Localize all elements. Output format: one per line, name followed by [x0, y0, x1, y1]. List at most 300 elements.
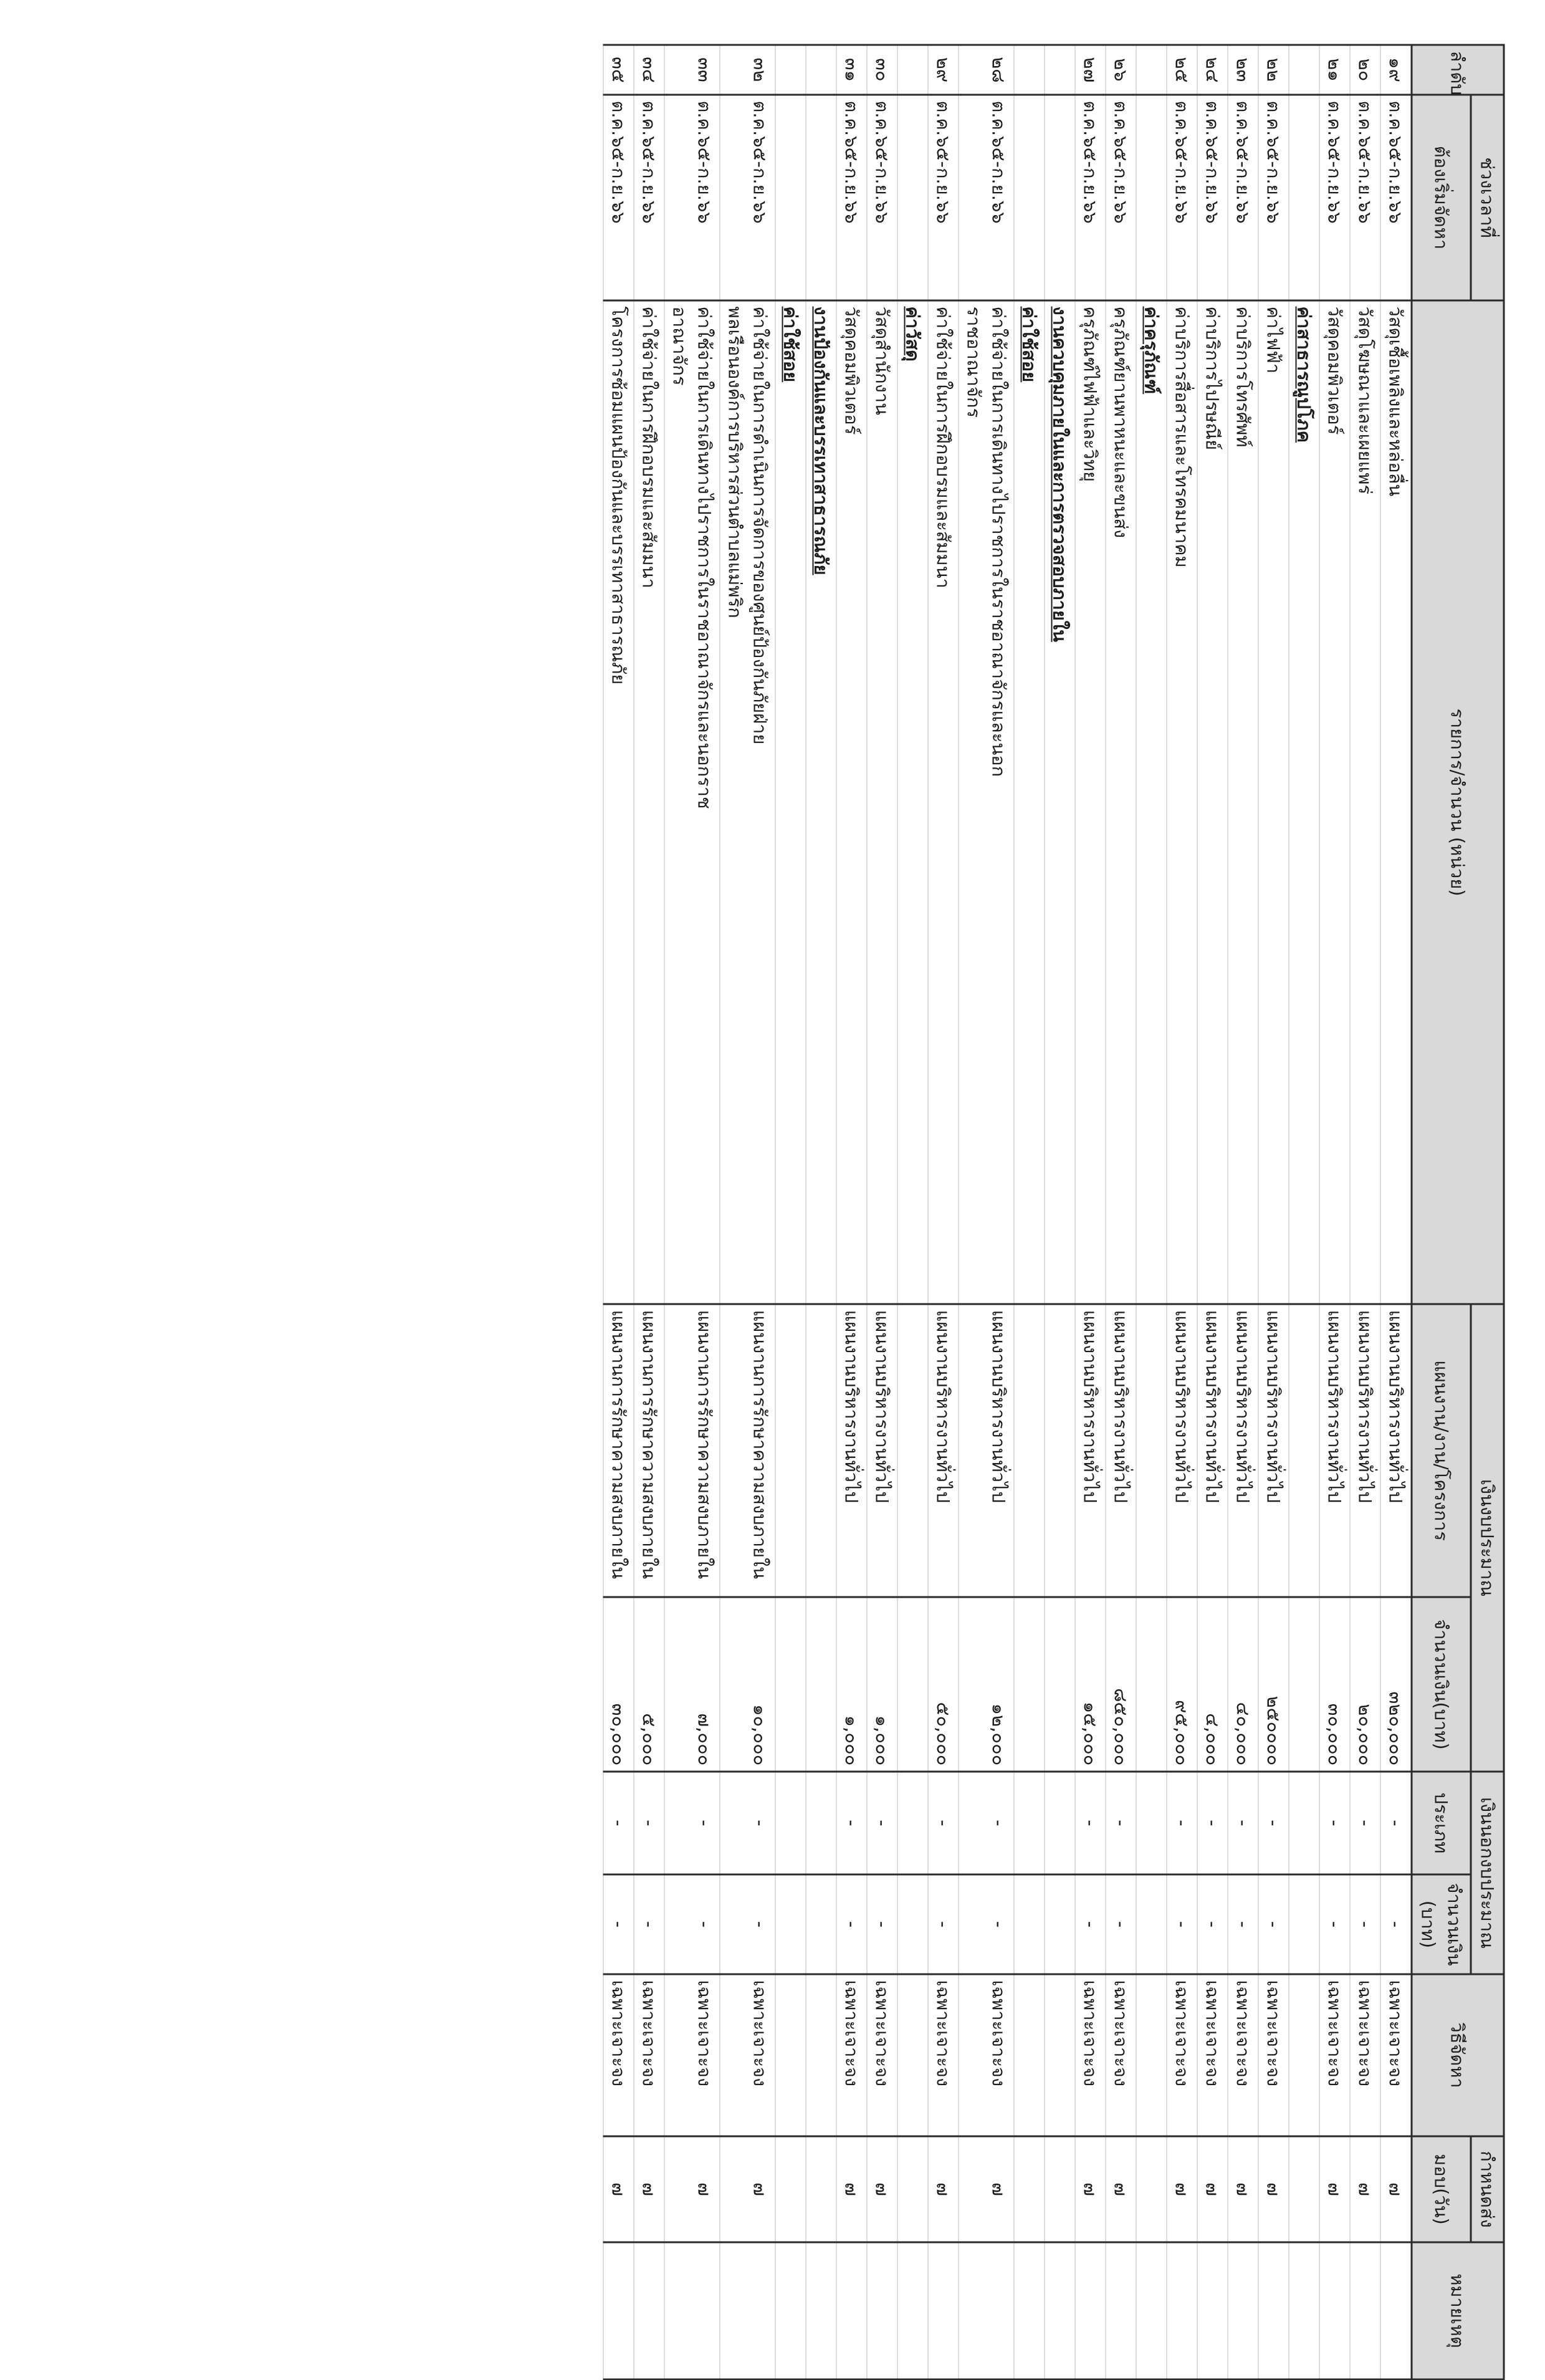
empty-cell: [1045, 1974, 1075, 2136]
row-item: [1228, 300, 1258, 1304]
table-row: [959, 45, 1014, 2379]
row-budget-amount: ๓๐,๐๐๐: [603, 1597, 634, 1772]
row-number: ๒๒: [1258, 45, 1289, 95]
empty-cell: [1045, 1597, 1075, 1772]
row-budget-amount: ๑๕,๐๐๐: [1075, 1597, 1106, 1772]
row-method: เฉพาะเจาะจง: [1075, 1974, 1106, 2136]
row-item: [928, 300, 959, 1304]
row-offbudget-type: -: [867, 1772, 897, 1874]
header-deadline-group: กำหนดส่ง: [1471, 2136, 1504, 2242]
row-item-text: วัสดุเชื้อเพลิงและหล่อลื่น: [1385, 306, 1406, 496]
row-start-period: ต.ค.๖๕-ก.ย.๖๖: [634, 95, 664, 300]
row-number: ๒๔: [1197, 45, 1228, 95]
row-item: [1319, 300, 1350, 1304]
header-note: หมายเหตุ: [1412, 2242, 1504, 2379]
empty-cell: [1136, 1874, 1167, 1974]
row-deadline-days: ๗: [1167, 2136, 1197, 2242]
row-offbudget-amount: -: [1350, 1874, 1380, 1974]
row-item: [664, 300, 720, 1304]
row-start-period: ต.ค.๖๕-ก.ย.๖๖: [1228, 95, 1258, 300]
row-deadline-days: ๗: [1106, 2136, 1136, 2242]
row-number: ๑๙: [1380, 45, 1412, 95]
table-row: [1380, 45, 1412, 2379]
row-note: [634, 2242, 664, 2379]
row-item-text-continued: พลเรือนองค์การบริหารส่วนตำบลแม่พริก: [724, 306, 745, 618]
row-deadline-days: ๗: [959, 2136, 1014, 2242]
row-budget-plan: แผนงานการรักษาความสงบภายใน: [720, 1304, 775, 1597]
table-row: [1106, 45, 1136, 2379]
empty-cell: [775, 1874, 806, 1974]
row-start-period: ต.ค.๖๕-ก.ย.๖๖: [720, 95, 775, 300]
row-start-period: [1045, 95, 1075, 300]
row-offbudget-type: -: [720, 1772, 775, 1874]
row-offbudget-type: -: [1350, 1772, 1380, 1874]
row-item-text-continued: ราชอาณาจักร: [963, 306, 984, 418]
empty-cell: [775, 1772, 806, 1874]
header-deadline-days: มอบ(วัน): [1412, 2136, 1471, 2242]
row-method: เฉพาะเจาะจง: [1106, 1974, 1136, 2136]
row-item-text: ค่าใช้จ่ายในการดำเนินการจัดการของศูนย์ป้องกันภัยฝ่าย: [749, 306, 770, 744]
row-offbudget-amount: -: [1258, 1874, 1289, 1974]
row-method: เฉพาะเจาะจง: [1228, 1974, 1258, 2136]
empty-cell: [806, 1874, 836, 1974]
row-start-period: [1289, 95, 1319, 300]
empty-cell: [1014, 1597, 1045, 1772]
row-offbudget-type: -: [664, 1772, 720, 1874]
empty-cell: [1136, 1304, 1167, 1597]
row-note: [1075, 2242, 1106, 2379]
row-budget-plan: แผนงานบริหารงานทั่วไป: [836, 1304, 867, 1597]
row-offbudget-type: -: [1319, 1772, 1350, 1874]
row-start-period: ต.ค.๖๕-ก.ย.๖๖: [959, 95, 1014, 300]
row-method: เฉพาะเจาะจง: [1319, 1974, 1350, 2136]
row-item: [634, 300, 664, 1304]
row-offbudget-type: -: [1075, 1772, 1106, 1874]
empty-cell: [1289, 1304, 1319, 1597]
row-offbudget-amount: -: [1106, 1874, 1136, 1974]
row-start-period: [1136, 95, 1167, 300]
row-offbudget-type: -: [928, 1772, 959, 1874]
row-budget-plan: แผนงานการรักษาความสงบภายใน: [603, 1304, 634, 1597]
row-budget-plan: แผนงานบริหารงานทั่วไป: [959, 1304, 1014, 1597]
subsection-heading: ค่าสาธารณูปโภค: [1289, 300, 1319, 1304]
row-note: [867, 2242, 897, 2379]
row-offbudget-amount: -: [928, 1874, 959, 1974]
row-budget-amount: ๒๐,๐๐๐: [1350, 1597, 1380, 1772]
row-deadline-days: ๗: [603, 2136, 634, 2242]
row-budget-amount: ๑๐,๐๐๐: [720, 1597, 775, 1772]
row-offbudget-type: -: [1228, 1772, 1258, 1874]
table-header: [1412, 45, 1504, 2379]
subsection-heading-row: [1136, 45, 1167, 2379]
row-budget-amount: ๘๕๐,๐๐๐: [1106, 1597, 1136, 1772]
table-row: [1167, 45, 1197, 2379]
row-note: [1258, 2242, 1289, 2379]
row-budget-plan: แผนงานบริหารงานทั่วไป: [1319, 1304, 1350, 1597]
row-number: ๓๓: [664, 45, 720, 95]
row-item: [1197, 300, 1228, 1304]
row-offbudget-amount: -: [603, 1874, 634, 1974]
row-budget-amount: ๒๕๐๐๐๐: [1258, 1597, 1289, 1772]
empty-cell: [775, 2136, 806, 2242]
row-deadline-days: ๗: [867, 2136, 897, 2242]
row-start-period: ต.ค.๖๕-ก.ย.๖๖: [1075, 95, 1106, 300]
row-budget-amount: ๓๒๐,๐๐๐: [1380, 1597, 1412, 1772]
row-number: [1045, 45, 1075, 95]
row-number: [775, 45, 806, 95]
row-method: เฉพาะเจาะจง: [1258, 1974, 1289, 2136]
row-start-period: [897, 95, 928, 300]
row-number: [1289, 45, 1319, 95]
row-item-text: ค่าไฟฟ้า: [1263, 306, 1284, 373]
row-number: ๒๐: [1350, 45, 1380, 95]
header-method: วิธีจัดหา: [1412, 1974, 1504, 2136]
empty-cell: [806, 1597, 836, 1772]
section-heading: งานควบคุมภายในและการตรวจสอบภายใน: [1045, 300, 1075, 1304]
header-budget-plan: แผนงาน/งาน/โครงการ: [1412, 1304, 1471, 1597]
row-note: [720, 2242, 775, 2379]
table-row: [1197, 45, 1228, 2379]
empty-cell: [806, 1304, 836, 1597]
row-offbudget-amount: -: [1380, 1874, 1412, 1974]
row-offbudget-type: -: [634, 1772, 664, 1874]
procurement-plan-table: [603, 44, 1504, 2380]
row-note: [836, 2242, 867, 2379]
empty-cell: [775, 1304, 806, 1597]
row-deadline-days: ๗: [1350, 2136, 1380, 2242]
row-method: เฉพาะเจาะจง: [720, 1974, 775, 2136]
row-item-text: ครุภัณฑ์ยานพาหนะและขนส่ง: [1110, 306, 1131, 538]
row-number: [1136, 45, 1167, 95]
row-budget-plan: แผนงานบริหารงานทั่วไป: [1350, 1304, 1380, 1597]
row-start-period: ต.ค.๖๕-ก.ย.๖๖: [836, 95, 867, 300]
row-method: เฉพาะเจาะจง: [836, 1974, 867, 2136]
row-note: [1106, 2242, 1136, 2379]
row-item: [1380, 300, 1412, 1304]
row-offbudget-amount: -: [720, 1874, 775, 1974]
empty-cell: [1136, 2242, 1167, 2379]
row-offbudget-type: -: [1380, 1772, 1412, 1874]
row-method: เฉพาะเจาะจง: [1380, 1974, 1412, 2136]
table-row: [1075, 45, 1106, 2379]
row-note: [1197, 2242, 1228, 2379]
row-deadline-days: ๗: [836, 2136, 867, 2242]
empty-cell: [897, 2136, 928, 2242]
row-note: [603, 2242, 634, 2379]
row-offbudget-amount: -: [1075, 1874, 1106, 1974]
table-row: [1258, 45, 1289, 2379]
empty-cell: [1014, 1974, 1045, 2136]
row-budget-plan: แผนงานบริหารงานทั่วไป: [867, 1304, 897, 1597]
row-item-text: ค่าใช้จ่ายในการฝึกอบรมและสัมมนา: [932, 306, 954, 588]
row-offbudget-amount: -: [634, 1874, 664, 1974]
row-note: [1228, 2242, 1258, 2379]
row-number: ๒๙: [928, 45, 959, 95]
empty-cell: [775, 1974, 806, 2136]
row-offbudget-type: -: [603, 1772, 634, 1874]
empty-cell: [897, 1874, 928, 1974]
row-deadline-days: ๗: [1197, 2136, 1228, 2242]
empty-cell: [775, 2242, 806, 2379]
row-budget-plan: แผนงานบริหารงานทั่วไป: [1106, 1304, 1136, 1597]
empty-cell: [775, 1597, 806, 1772]
row-deadline-days: ๗: [928, 2136, 959, 2242]
subsection-heading-row: [1289, 45, 1319, 2379]
row-deadline-days: ๗: [1075, 2136, 1106, 2242]
row-number: ๓๑: [836, 45, 867, 95]
row-offbudget-type: -: [959, 1772, 1014, 1874]
row-deadline-days: ๗: [664, 2136, 720, 2242]
row-deadline-days: ๗: [1319, 2136, 1350, 2242]
row-item: [1350, 300, 1380, 1304]
row-item: [1167, 300, 1197, 1304]
row-method: เฉพาะเจาะจง: [1167, 1974, 1197, 2136]
header-period-group: ช่วงเวลาที่: [1471, 95, 1504, 300]
row-offbudget-amount: -: [1319, 1874, 1350, 1974]
row-number: ๓๐: [867, 45, 897, 95]
row-number: ๒๓: [1228, 45, 1258, 95]
row-budget-plan: แผนงานบริหารงานทั่วไป: [1075, 1304, 1106, 1597]
row-offbudget-amount: -: [867, 1874, 897, 1974]
row-budget-amount: ๔๐,๐๐๐: [1228, 1597, 1258, 1772]
row-item: [1106, 300, 1136, 1304]
section-heading-row: [806, 45, 836, 2379]
row-start-period: ต.ค.๖๕-ก.ย.๖๖: [1167, 95, 1197, 300]
header-period-start: ต้องเริ่มจัดหา: [1412, 95, 1471, 300]
row-item-text: ค่าบริการสื่อสารและโทรคมนาคม: [1171, 306, 1192, 568]
table-row: [1350, 45, 1380, 2379]
row-budget-amount: ๓๐,๐๐๐: [1319, 1597, 1350, 1772]
row-method: เฉพาะเจาะจง: [1197, 1974, 1228, 2136]
header-no: ลำดับ: [1412, 45, 1504, 95]
row-item: [959, 300, 1014, 1304]
empty-cell: [1289, 1974, 1319, 2136]
row-start-period: ต.ค.๖๕-ก.ย.๖๖: [1197, 95, 1228, 300]
table-row: [1319, 45, 1350, 2379]
table-row: [1228, 45, 1258, 2379]
empty-cell: [1289, 2136, 1319, 2242]
row-method: เฉพาะเจาะจง: [867, 1974, 897, 2136]
empty-cell: [897, 2242, 928, 2379]
empty-cell: [1045, 1874, 1075, 1974]
table-row: [720, 45, 775, 2379]
row-budget-amount: ๑๒,๐๐๐: [959, 1597, 1014, 1772]
header-item: รายการ/จำนวน (หน่วย): [1412, 300, 1504, 1304]
section-heading-row: [1045, 45, 1075, 2379]
row-offbudget-type: -: [1197, 1772, 1228, 1874]
row-number: [1014, 45, 1045, 95]
empty-cell: [1045, 2136, 1075, 2242]
row-method: เฉพาะเจาะจง: [664, 1974, 720, 2136]
row-item-text: ครุภัณฑ์ไฟฟ้าและวิทยุ: [1079, 306, 1101, 482]
subsection-heading-row: [775, 45, 806, 2379]
row-item-text: ค่าบริการโทรศัพท์: [1232, 306, 1253, 447]
subsection-heading-row: [1014, 45, 1045, 2379]
row-start-period: ต.ค.๖๕-ก.ย.๖๖: [664, 95, 720, 300]
row-budget-amount: ๑,๐๐๐: [836, 1597, 867, 1772]
row-offbudget-amount: -: [836, 1874, 867, 1974]
row-method: เฉพาะเจาะจง: [603, 1974, 634, 2136]
empty-cell: [1045, 2242, 1075, 2379]
table-row: [634, 45, 664, 2379]
empty-cell: [1289, 1772, 1319, 1874]
row-item-text: โครงการซ้อมแผนป้องกันและบรรเทาสาธารณภัย: [608, 306, 629, 684]
row-method: เฉพาะเจาะจง: [928, 1974, 959, 2136]
row-budget-plan: แผนงานการรักษาความสงบภายใน: [634, 1304, 664, 1597]
row-note: [959, 2242, 1014, 2379]
empty-cell: [806, 2136, 836, 2242]
header-offbudget-type: ประเภท: [1412, 1772, 1471, 1874]
row-number: ๓๕: [603, 45, 634, 95]
row-item-text: วัสดุคอมพิวเตอร์: [1324, 306, 1345, 434]
row-budget-amount: ๑,๐๐๐: [867, 1597, 897, 1772]
empty-cell: [897, 1304, 928, 1597]
row-start-period: ต.ค.๖๕-ก.ย.๖๖: [1258, 95, 1289, 300]
empty-cell: [897, 1772, 928, 1874]
row-item: [603, 300, 634, 1304]
row-offbudget-type: -: [1106, 1772, 1136, 1874]
row-start-period: ต.ค.๖๕-ก.ย.๖๖: [1350, 95, 1380, 300]
row-number: [897, 45, 928, 95]
row-offbudget-type: -: [836, 1772, 867, 1874]
row-budget-plan: แผนงานบริหารงานทั่วไป: [1258, 1304, 1289, 1597]
empty-cell: [897, 1597, 928, 1772]
row-item: [720, 300, 775, 1304]
row-offbudget-type: -: [1167, 1772, 1197, 1874]
row-budget-plan: แผนงานบริหารงานทั่วไป: [1228, 1304, 1258, 1597]
empty-cell: [1014, 1772, 1045, 1874]
row-number: [806, 45, 836, 95]
row-number: ๒๕: [1167, 45, 1197, 95]
row-item-text-continued: อาณาจักร: [669, 306, 690, 386]
row-budget-amount: ๗,๐๐๐: [664, 1597, 720, 1772]
row-start-period: ต.ค.๖๕-ก.ย.๖๖: [1380, 95, 1412, 300]
row-item-text: ค่าใช้จ่ายในการเดินทางไปราชการในราชอาณาจักรและนอกราช: [694, 306, 715, 809]
row-start-period: ต.ค.๖๕-ก.ย.๖๖: [867, 95, 897, 300]
header-offbudget-group: เงินนอกงบประมาณ: [1471, 1772, 1504, 1974]
header-budget-group: เงินงบประมาณ: [1471, 1304, 1504, 1772]
table-row: [867, 45, 897, 2379]
row-number: ๓๔: [634, 45, 664, 95]
subsection-heading: ค่าครุภัณฑ์: [1136, 300, 1167, 1304]
empty-cell: [806, 1974, 836, 2136]
row-method: เฉพาะเจาะจง: [1350, 1974, 1380, 2136]
empty-cell: [806, 1772, 836, 1874]
row-budget-amount: ๔,๐๐๐: [1197, 1597, 1228, 1772]
empty-cell: [1136, 2136, 1167, 2242]
row-note: [664, 2242, 720, 2379]
row-number: ๒๗: [1075, 45, 1106, 95]
table-row: [664, 45, 720, 2379]
empty-cell: [1014, 2242, 1045, 2379]
row-offbudget-amount: -: [1167, 1874, 1197, 1974]
row-method: เฉพาะเจาะจง: [959, 1974, 1014, 2136]
row-item-text: วัสดุสำนักงาน: [871, 306, 892, 415]
row-deadline-days: ๗: [1228, 2136, 1258, 2242]
row-deadline-days: ๗: [720, 2136, 775, 2242]
section-heading: งานป้องกันและบรรเทาสาธารณภัย: [806, 300, 836, 1304]
row-note: [1350, 2242, 1380, 2379]
subsection-heading-row: [897, 45, 928, 2379]
header-offbudget-amount: จำนวนเงิน (บาท): [1412, 1874, 1471, 1974]
row-start-period: ต.ค.๖๕-ก.ย.๖๖: [603, 95, 634, 300]
empty-cell: [1014, 1874, 1045, 1974]
table-row: [836, 45, 867, 2379]
row-item-text: วัสดุคอมพิวเตอร์: [841, 306, 862, 434]
row-start-period: ต.ค.๖๕-ก.ย.๖๖: [928, 95, 959, 300]
empty-cell: [1045, 1772, 1075, 1874]
empty-cell: [1136, 1974, 1167, 2136]
row-note: [1380, 2242, 1412, 2379]
row-note: [1319, 2242, 1350, 2379]
empty-cell: [1045, 1304, 1075, 1597]
row-note: [928, 2242, 959, 2379]
row-item: [1075, 300, 1106, 1304]
row-start-period: ต.ค.๖๕-ก.ย.๖๖: [1319, 95, 1350, 300]
row-item: [867, 300, 897, 1304]
row-start-period: ต.ค.๖๕-ก.ย.๖๖: [1106, 95, 1136, 300]
row-item-text: วัสดุโฆษณาและเผยแพร่: [1354, 306, 1375, 494]
row-item-text: ค่าใช้จ่ายในการเดินทางไปราชการในราชอาณาจักรและนอก: [988, 306, 1009, 777]
empty-cell: [1014, 1304, 1045, 1597]
row-deadline-days: ๗: [634, 2136, 664, 2242]
row-number: ๒๑: [1319, 45, 1350, 95]
header-budget-amount: จำนวนเงิน(บาท): [1412, 1597, 1471, 1772]
empty-cell: [1289, 2242, 1319, 2379]
row-budget-plan: แผนงานบริหารงานทั่วไป: [1380, 1304, 1412, 1597]
row-number: ๒๖: [1106, 45, 1136, 95]
row-item-text: ค่าใช้จ่ายในการฝึกอบรมและสัมมนา: [638, 306, 659, 588]
table-row: [928, 45, 959, 2379]
empty-cell: [897, 1974, 928, 2136]
empty-cell: [1289, 1874, 1319, 1974]
row-budget-plan: แผนงานการรักษาความสงบภายใน: [664, 1304, 720, 1597]
row-start-period: [1014, 95, 1045, 300]
row-budget-amount: ๙๕,๐๐๐: [1167, 1597, 1197, 1772]
row-offbudget-amount: -: [959, 1874, 1014, 1974]
row-offbudget-amount: -: [1228, 1874, 1258, 1974]
row-deadline-days: ๗: [1258, 2136, 1289, 2242]
row-item: [836, 300, 867, 1304]
empty-cell: [1289, 1597, 1319, 1772]
row-item: [1258, 300, 1289, 1304]
table-body: [603, 45, 1412, 2379]
row-budget-plan: แผนงานบริหารงานทั่วไป: [1197, 1304, 1228, 1597]
row-budget-plan: แผนงานบริหารงานทั่วไป: [1167, 1304, 1197, 1597]
row-budget-amount: ๕,๐๐๐: [634, 1597, 664, 1772]
row-number: ๓๒: [720, 45, 775, 95]
empty-cell: [1136, 1597, 1167, 1772]
row-number: ๒๘: [959, 45, 1014, 95]
row-start-period: [806, 95, 836, 300]
row-start-period: [775, 95, 806, 300]
empty-cell: [806, 2242, 836, 2379]
row-item-text: ค่าบริการไปรษณีย์: [1202, 306, 1223, 450]
row-budget-plan: แผนงานบริหารงานทั่วไป: [928, 1304, 959, 1597]
table-row: [603, 45, 634, 2379]
subsection-heading: ค่าใช้สอย: [1014, 300, 1045, 1304]
subsection-heading: ค่าใช้สอย: [775, 300, 806, 1304]
row-method: เฉพาะเจาะจง: [634, 1974, 664, 2136]
empty-cell: [1136, 1772, 1167, 1874]
subsection-heading: ค่าวัสดุ: [897, 300, 928, 1304]
row-deadline-days: ๗: [1380, 2136, 1412, 2242]
empty-cell: [1014, 2136, 1045, 2242]
row-offbudget-amount: -: [1197, 1874, 1228, 1974]
row-offbudget-type: -: [1258, 1772, 1289, 1874]
row-budget-amount: ๕๐,๐๐๐: [928, 1597, 959, 1772]
row-note: [1167, 2242, 1197, 2379]
